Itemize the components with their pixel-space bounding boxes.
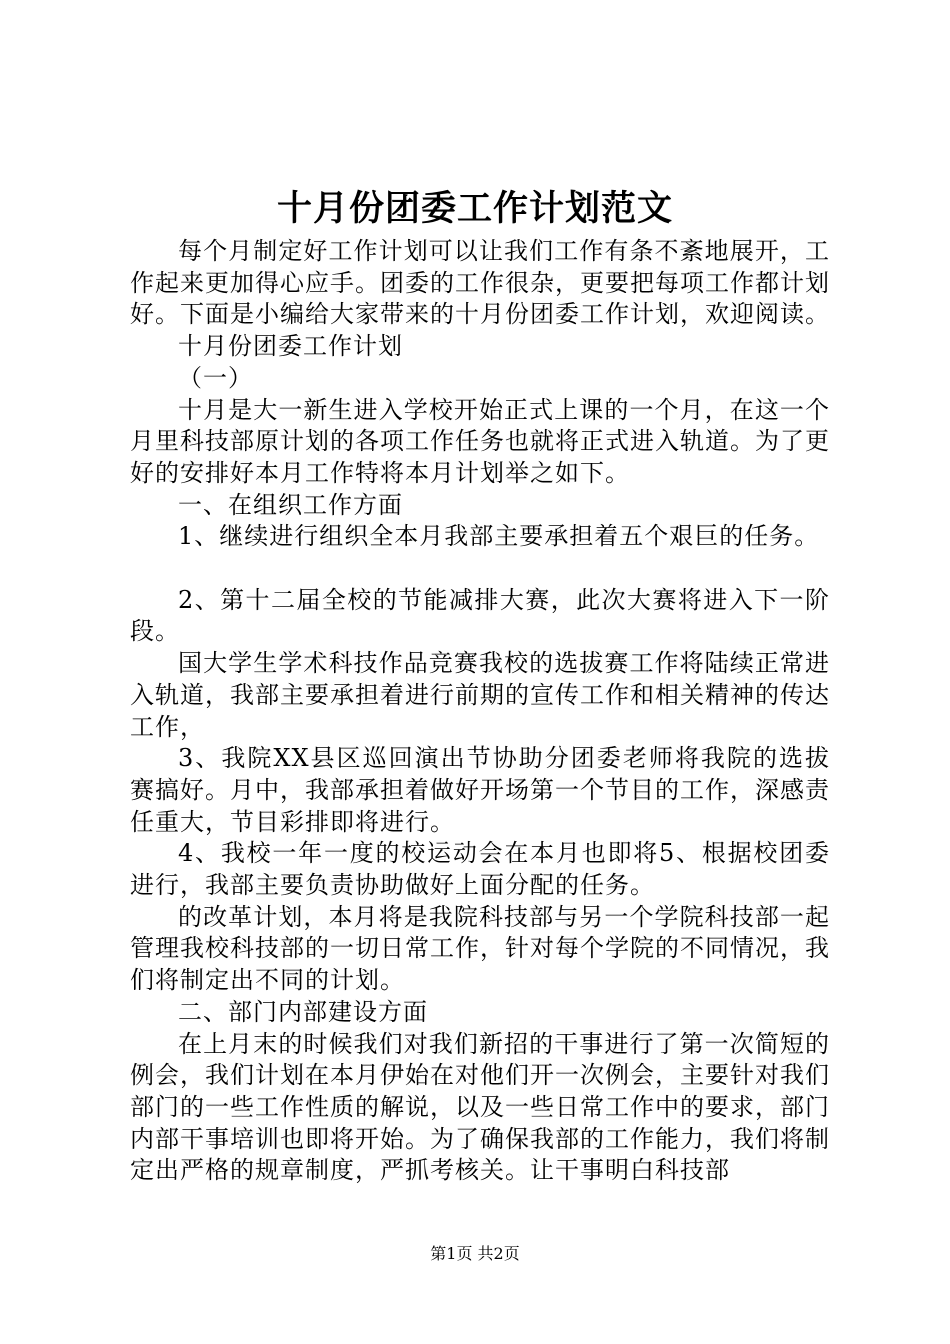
page-footer: 第1页 共2页	[430, 1244, 520, 1263]
intro-paragraph: 每个月制定好工作计划可以让我们工作有条不紊地展开，工作起来更加得心应手。团委的工作很杂，更要把每项工作都计划好。下面是小编给大家带来的十月份团委工作计划，欢迎阅读。	[130, 237, 830, 329]
part-number: （一）	[178, 363, 253, 392]
document-body	[130, 236, 830, 1187]
body-paragraph: 的改革计划，本月将是我院科技部与另一个学院科技部一起管理我校科技部的一切日常工作，针对每个学院的不同情况，我们将制定出不同的计划。	[130, 902, 830, 995]
section-heading: 十月份团委工作计划	[178, 332, 403, 361]
list-item: 3、我院XX县区巡回演出节协助分团委老师将我院的选拔赛搞好。月中，我部承担着做好开场第一个节目的工作，深感责任重大，节目彩排即将进行。	[130, 744, 830, 836]
list-item: 4、我校一年一度的校运动会在本月也即将5、根据校团委进行，我部主要负责协助做好上面分配的任务。	[130, 839, 830, 900]
subsection-heading: 二、部门内部建设方面	[178, 997, 428, 1026]
body-paragraph: 十月是大一新生进入学校开始正式上课的一个月，在这一个月里科技部原计划的各项工作任务也就将正式进入轨道。为了更好的安排好本月工作特将本月计划举之如下。	[130, 395, 830, 487]
list-item: 1、继续进行组织全本月我部主要承担着五个艰巨的任务。	[178, 522, 820, 551]
document-title: 十月份团委工作计划范文	[276, 188, 673, 229]
body-paragraph: 在上月末的时候我们对我们新招的干事进行了第一次简短的例会，我们计划在本月伊始在对他们开一次例会，主要针对我们部门的一些工作性质的解说，以及一些日常工作中的要求，部门内部干事培训也即将开始。为了确保我部的工作能力，我们将制定出严格的规章制度，严抓考核关。让干事明白科技部	[130, 1029, 830, 1185]
subsection-heading: 一、在组织工作方面	[178, 490, 403, 519]
body-paragraph: 国大学生学术科技作品竞赛我校的选拔赛工作将陆续正常进入轨道，我部主要承担着进行前期的宣传工作和相关精神的传达工作，	[130, 649, 830, 741]
list-item: 2、第十二届全校的节能减排大赛，此次大赛将进入下一阶段。	[130, 585, 830, 646]
